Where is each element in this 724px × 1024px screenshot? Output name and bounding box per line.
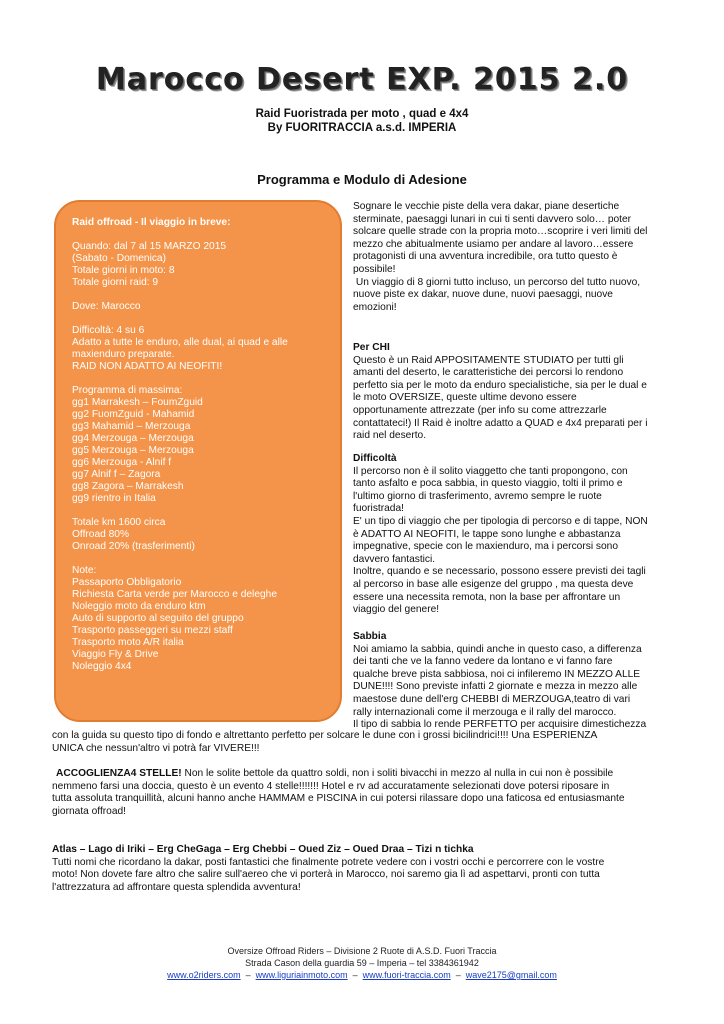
difficolta-section bbox=[353, 453, 673, 617]
atlas-section bbox=[52, 844, 674, 894]
text-line: rally internazionali come il merzouga e il rally del marocco. bbox=[353, 706, 617, 718]
text-line: perfetto sia per le moto da enduro specialistiche, sia per le dual e bbox=[353, 379, 647, 391]
link-email[interactable]: wave2175@gmail.com bbox=[465, 970, 557, 980]
text-line: impegnative, specie con le maxienduro, ma i percorsi sono bbox=[353, 541, 619, 553]
difficolta-heading: Difficoltà bbox=[353, 453, 397, 464]
text-line: l'ultimo giorno di trasferimento, avremo sempre le ruote bbox=[353, 490, 602, 502]
note-item: Richiesta Carta verde per Marocco e deleghe bbox=[72, 589, 277, 600]
text-line: tutta assoluta tranquillità, alcuni hanno anche HAMMAM e PISCINA in cui potersi rilassare dopo una faticosa ed entusiasmante bbox=[52, 793, 625, 805]
program-item: gg4 Merzouga – Merzouga bbox=[72, 433, 194, 444]
box-offroad: Offroad 80% bbox=[72, 529, 130, 540]
program-item: gg8 Zagora – Marrakesh bbox=[72, 481, 184, 492]
text-line: giornata offroad! bbox=[52, 805, 127, 817]
box-heading: Raid offroad - Il viaggio in breve: bbox=[72, 217, 231, 228]
footer-sep: – bbox=[450, 970, 466, 980]
program-item: gg9 rientro in Italia bbox=[72, 493, 156, 504]
text-line: mezzo che abitualmente usiamo per andare al lavoro…essere bbox=[353, 238, 634, 250]
text-line: Il percorso non è il solito viaggetto che tanti propongono, con bbox=[353, 465, 628, 477]
text-line: protagonisti di una avventura incredibile, ora tutto questo è bbox=[353, 251, 618, 263]
program-item: gg2 FuomZguid - Mahamid bbox=[72, 409, 195, 420]
text-line: Tutti nomi che ricordano la dakar, posti fantastici che finalmente potrete vedere con i vostri occhi e percorrere con le vostre bbox=[52, 856, 605, 868]
text-line: emozioni! bbox=[353, 301, 397, 313]
box-km: Totale km 1600 circa bbox=[72, 517, 166, 528]
summary-box-text bbox=[72, 217, 340, 673]
accoglienza-section bbox=[52, 768, 674, 818]
box-onroad: Onroad 20% (trasferimenti) bbox=[72, 541, 195, 552]
footer-line-2: Strada Cason della guardia 59 – Imperia – tel 3384361942 bbox=[245, 958, 479, 968]
section-title: Programma e Modulo di Adesione bbox=[257, 172, 467, 187]
text-line: possibile! bbox=[353, 263, 396, 275]
link-o2riders[interactable]: www.o2riders.com bbox=[167, 970, 241, 980]
text-line: Non le solite bettole da quattro soldi, non i soliti bivacchi in mezzo al nulla in cui non è possibile bbox=[181, 768, 614, 779]
sabbia-heading: Sabbia bbox=[353, 631, 387, 642]
text-line: Un viaggio di 8 giorni tutto incluso, un percorso del tutto nuovo, bbox=[353, 276, 641, 288]
text-line: nuove piste ex dakar, nuove dune, nuovi paesaggi, nuove bbox=[353, 289, 613, 301]
text-line: raid nel deserto. bbox=[353, 430, 427, 442]
text-line: DUNE!!!! Sono previste infatti 2 giornate e mezza in mezzo alle bbox=[353, 681, 638, 693]
sabbia-continuation bbox=[52, 730, 674, 755]
box-where: Dove: Marocco bbox=[72, 301, 141, 312]
box-when-days: (Sabato - Domenica) bbox=[72, 253, 166, 264]
text-line: con la guida su questo tipo di fondo e altrettanto perfetto per solcare le dune con i grossi bicilindrici!!!! Una ESPERIENZA bbox=[52, 730, 598, 741]
note-item: Trasporto moto A/R italia bbox=[72, 637, 184, 648]
text-line: essere una necessita remota, non la base per affrontare un bbox=[353, 591, 621, 603]
perchi-heading: Per CHI bbox=[353, 342, 390, 353]
footer-links bbox=[0, 970, 724, 982]
text-line: viaggio del genere! bbox=[353, 604, 440, 616]
note-item: Passaporto Obbligatorio bbox=[72, 577, 182, 588]
text-line: davvero fantastici. bbox=[353, 553, 436, 565]
text-line: l'attrezzatura ad affrontare questa splendida avventura! bbox=[52, 881, 301, 893]
text-line: Il tipo di sabbia lo rende PERFETTO per acquisire dimestichezza bbox=[353, 719, 647, 731]
program-item: gg3 Mahamid – Merzouga bbox=[72, 421, 191, 432]
text-line: al percorso in base alle esigenze del gruppo , ma questa deve bbox=[353, 578, 634, 590]
text-line: Noi amiamo la sabbia, quindi anche in questo caso, a differenza bbox=[353, 643, 642, 655]
sabbia-section bbox=[353, 631, 673, 732]
text-line: Inoltre, quando e se necessario, possono essere previsti dei tagli bbox=[353, 566, 646, 578]
text-line: moto! Non dovete fare altro che salire sull'aereo che vi porterà in Marocco, noi saremo gia lì ad aspettarvi, pronti con tutta bbox=[52, 869, 600, 881]
accoglienza-heading: ACCOGLIENZA4 STELLE! bbox=[56, 768, 182, 779]
box-program-heading: Programma di massima: bbox=[72, 385, 183, 396]
box-days-raid: Totale giorni raid: 9 bbox=[72, 277, 159, 288]
box-days-moto: Totale giorni in moto: 8 bbox=[72, 265, 175, 276]
text-line: Questo è un Raid APPOSITAMENTE STUDIATO per tutti gli bbox=[353, 354, 624, 366]
page-title: Marocco Desert EXP. 2015 2.0 bbox=[95, 62, 629, 97]
note-item: Noleggio moto da enduro ktm bbox=[72, 601, 206, 612]
link-fuori-traccia[interactable]: www.fuori-traccia.com bbox=[362, 970, 451, 980]
text-line: solcare quelle strade con la propria moto…scoprire i veri limiti del bbox=[353, 226, 648, 238]
text-line: sterminate, paesaggi lunari in cui ti senti davvero solo… poter bbox=[353, 213, 632, 225]
text-line: amanti del deserto, le caratteristiche dei percorsi lo rendono bbox=[353, 367, 624, 379]
note-item: Noleggio 4x4 bbox=[72, 661, 132, 672]
subtitle-raid: Raid Fuoristrada per moto , quad e 4x4 bbox=[255, 108, 469, 120]
program-item: gg6 Merzouga - Alnif f bbox=[72, 457, 172, 468]
text-line: opportunamente attrezzate (per info su come attrezzarle bbox=[353, 404, 607, 416]
text-line: fuoristrada! bbox=[353, 503, 404, 515]
text-line: le moto OVERSIZE, queste ultime devono essere bbox=[353, 392, 577, 404]
text-line: maestose dune dell'erg CHEBBI di MERZOUGA,teatro di vari bbox=[353, 693, 631, 705]
note-item: Auto di supporto al seguito del gruppo bbox=[72, 613, 244, 624]
text-line: Sognare le vecchie piste della vera dakar, piane desertiche bbox=[353, 201, 620, 212]
perchi-section bbox=[353, 342, 673, 443]
program-item: gg5 Merzouga – Merzouga bbox=[72, 445, 194, 456]
link-liguriainmoto[interactable]: www.liguriainmoto.com bbox=[255, 970, 348, 980]
box-adapt-1: Adatto a tutte le enduro, alle dual, ai quad e alle bbox=[72, 337, 288, 348]
program-item: gg1 Marrakesh – FoumZguid bbox=[72, 397, 203, 408]
footer-sep: – bbox=[347, 970, 363, 980]
text-line: nemmeno farsi una doccia, questo è un evento 4 stelle!!!!!!! Hotel e rv ad accuratamente selezionati dove potersi riposare in bbox=[52, 780, 610, 792]
intro-paragraph bbox=[353, 201, 673, 314]
text-line: dei tanti che ve la fanno vedere da lontano e vi fanno fare bbox=[353, 656, 613, 668]
subtitle-organizer: By FUORITRACCIA a.s.d. IMPERIA bbox=[267, 122, 457, 134]
box-adapt-3: RAID NON ADATTO AI NEOFITI! bbox=[72, 361, 223, 372]
note-item: Trasporto passeggeri su mezzi staff bbox=[72, 625, 233, 636]
box-when: Quando: dal 7 al 15 MARZO 2015 bbox=[72, 241, 227, 252]
atlas-heading: Atlas – Lago di Iriki – Erg CheGaga – Erg Chebbi – Oued Ziz – Oued Draa – Tizi n tichka bbox=[52, 844, 474, 855]
box-note-heading: Note: bbox=[72, 565, 97, 576]
text-line: qualche breve pista sabbiosa, noi ci infileremo IN MEZZO ALLE bbox=[353, 668, 641, 680]
text-line: è ADATTO AI NEOFITI, le tappe sono lunghe e abbastanza bbox=[353, 528, 621, 540]
program-item: gg7 Alnif f – Zagora bbox=[72, 469, 161, 480]
footer-sep: – bbox=[240, 970, 256, 980]
box-adapt-2: maxienduro preparate. bbox=[72, 349, 175, 360]
text-line: UNICA che nessun'altro vi potrà far VIVERE!!! bbox=[52, 742, 260, 754]
text-line: E' un tipo di viaggio che per tipologia di percorso e di tappe, NON bbox=[353, 515, 648, 527]
text-line: contattateci!) Il Raid è inoltre adatto a QUAD e 4x4 preparati per i bbox=[353, 417, 648, 429]
note-item: Viaggio Fly & Drive bbox=[72, 649, 159, 660]
text-line: tanto asfalto e poca sabbia, in questo viaggio, tolti il primo e bbox=[353, 478, 623, 490]
footer-line-1: Oversize Offroad Riders – Divisione 2 Ruote di A.S.D. Fuori Traccia bbox=[227, 946, 497, 956]
box-difficulty: Difficoltà: 4 su 6 bbox=[72, 325, 145, 336]
